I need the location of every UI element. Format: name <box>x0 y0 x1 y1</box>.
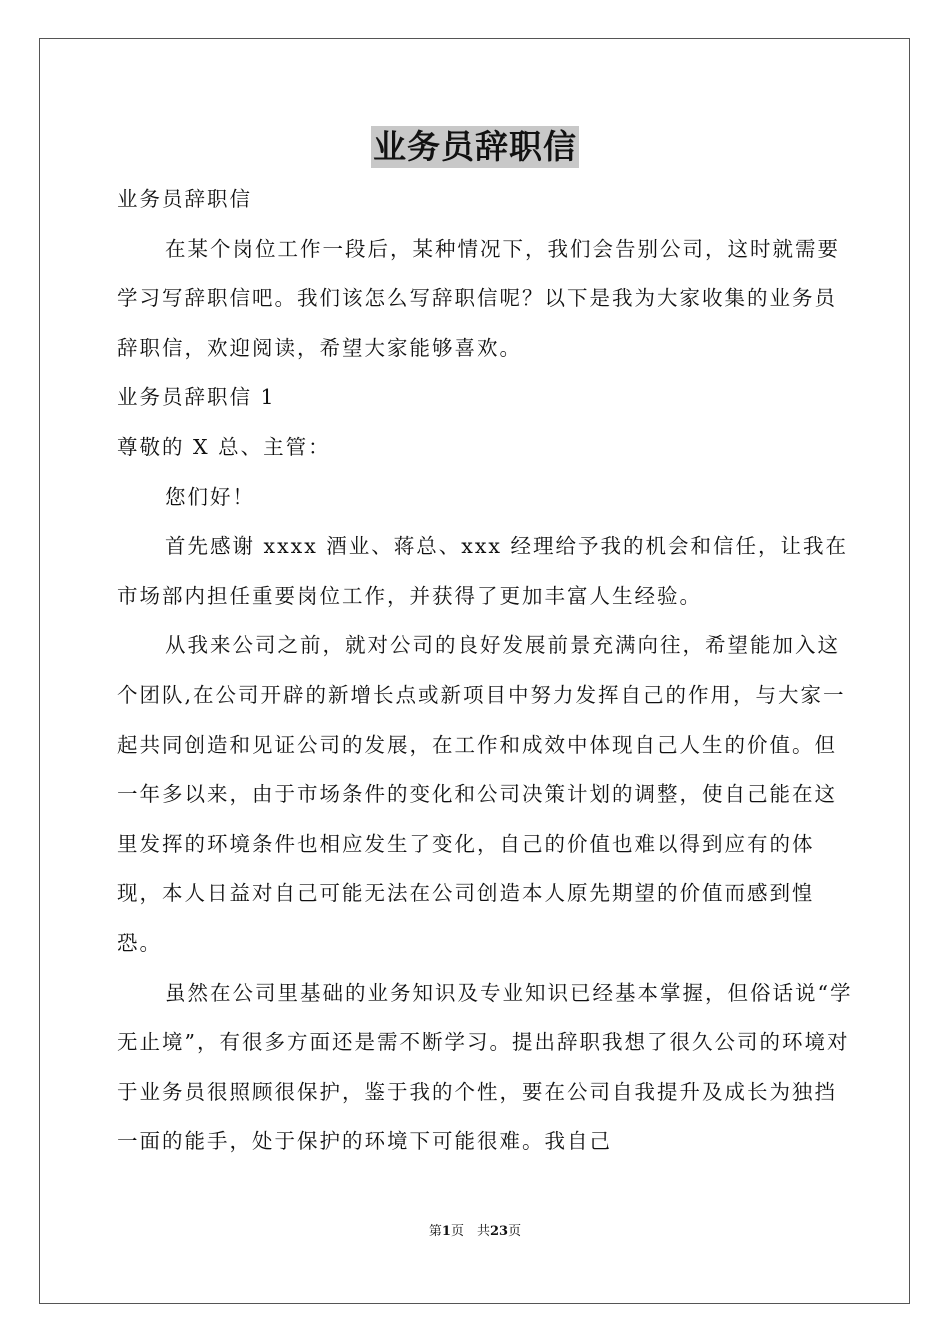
title-area <box>0 126 950 168</box>
footer-page-mid: 页 共 <box>450 1224 490 1239</box>
paragraph: 虽然在公司里基础的业务知识及专业知识已经基本掌握，但俗话说“学无止境”，有很多方面还是需不断学习。提出辞职我想了很久公司的环境对于业务员很照顾很保护，鉴于我的个性，要在公司自我提升及成长为独挡一面的能手，处于保护的环境下可能很难。我自己 <box>117 980 853 1154</box>
document-title: 业务员辞职信 <box>373 127 577 166</box>
paragraph: 在某个岗位工作一段后，某种情况下，我们会告别公司，这时就需要学习写辞职信吧。我们该怎么写辞职信呢？以下是我为大家收集的业务员辞职信，欢迎阅读，希望大家能够喜欢。 <box>117 236 840 360</box>
paragraph: 从我来公司之前，就对公司的良好发展前景充满向往，希望能加入这个团队,在公司开辟的新增长点或新项目中努力发挥自己的作用，与大家一起共同创造和见证公司的发展，在工作和成效中体现自己人生的价值。但一年多以来，由于市场条件的变化和公司决策计划的调整，使自己能在这里发挥的环境条件也相应发生了变化，自己的价值也难以得到应有的体现，本人日益对自己可能无法在公司创造本人原先期望的价值而感到惶恐。 <box>117 633 846 955</box>
document-body <box>117 175 857 1167</box>
paragraph: 业务员辞职信 1 <box>117 385 276 410</box>
footer-page-suffix: 页 <box>508 1224 522 1239</box>
paragraph: 您们好！ <box>165 484 255 509</box>
paragraph: 首先感谢 xxxx 酒业、蒋总、xxx 经理给予我的机会和信任，让我在市场部内担任重要岗位工作，并获得了更加丰富人生经验。 <box>117 534 848 608</box>
paragraph: 尊敬的 X 总、主管： <box>117 434 331 459</box>
page-footer <box>0 1220 950 1239</box>
footer-page-current: 1 <box>441 1224 451 1239</box>
paragraph: 业务员辞职信 <box>117 187 252 211</box>
footer-page-total: 23 <box>489 1224 509 1239</box>
footer-page-prefix: 第 <box>428 1224 442 1239</box>
